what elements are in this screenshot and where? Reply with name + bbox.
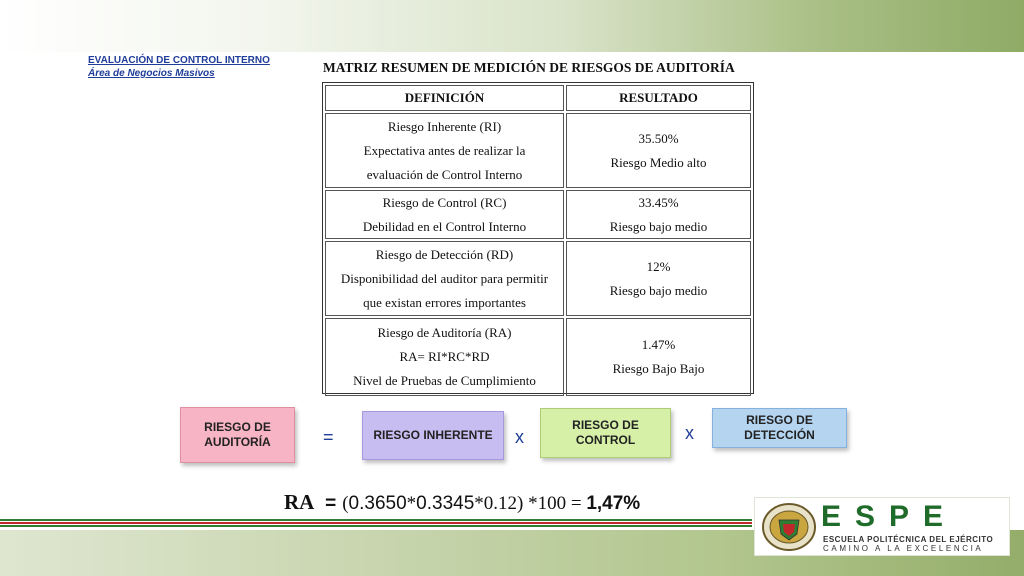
definition-line: RA= RI*RC*RD: [399, 349, 490, 364]
top-banner: [0, 0, 1024, 52]
tag-line: AUDITORÍA: [204, 435, 271, 449]
espe-motto: CAMINO A LA EXCELENCIA: [823, 544, 984, 553]
espe-wordmark: ESPE: [821, 500, 958, 533]
definition-line: Nivel de Pruebas de Cumplimiento: [353, 373, 536, 388]
result-level: Riesgo bajo medio: [609, 218, 708, 234]
matrix-title: MATRIZ RESUMEN DE MEDICIÓN DE RIESGOS DE AUDITORÍA: [323, 60, 735, 75]
ra-formula: [284, 490, 640, 515]
definition-line: Debilidad en el Control Interno: [362, 218, 527, 234]
tag-riesgo-inherente: RIESGO INHERENTE: [362, 411, 504, 460]
result-level: Riesgo Bajo Bajo: [612, 361, 705, 376]
result-cell-rd: [566, 241, 751, 316]
equals-sign: =: [323, 427, 334, 447]
result-value: 35.50%: [638, 130, 679, 146]
result-cell-rc: [566, 190, 751, 239]
tag-riesgo-control: [540, 408, 671, 458]
result-cell-ri: [566, 113, 751, 188]
definition-line: Riesgo de Control (RC): [382, 194, 507, 210]
espe-logo: [754, 497, 1010, 556]
tag-riesgo-auditoria: [180, 407, 295, 463]
formula-label: RA: [284, 490, 315, 514]
header-link-evaluacion[interactable]: EVALUACIÓN DE CONTROL INTERNO: [88, 55, 270, 66]
result-level: Riesgo Medio alto: [610, 154, 707, 170]
result-level: Riesgo bajo medio: [609, 282, 708, 298]
definition-line: Riesgo Inherente (RI): [387, 118, 502, 134]
column-header-result: RESULTADO: [566, 85, 751, 111]
result-value: 1.47%: [641, 337, 676, 352]
formula-value-rc: 0.3345: [416, 493, 475, 514]
definition-cell-ri: [325, 113, 564, 188]
multiply-sign: x: [685, 423, 694, 443]
definition-line: Expectativa antes de realizar la: [363, 142, 526, 158]
tag-line: DETECCIÓN: [744, 428, 815, 442]
flag-stripes: [0, 519, 752, 529]
definition-cell-ra: [325, 318, 564, 396]
formula-value-ri: 0.3650: [348, 493, 407, 514]
definition-line: que existan errores importantes: [363, 294, 526, 310]
definition-cell-rd: [325, 241, 564, 316]
formula-open-paren: (: [342, 493, 349, 514]
formula-rest: *0.12) *100 =: [474, 493, 587, 514]
result-value: 33.45%: [638, 194, 679, 210]
tag-riesgo-deteccion: [712, 408, 847, 448]
result-cell-ra: [566, 318, 751, 396]
espe-name: ESCUELA POLITÉCNICA DEL EJÉRCITO: [823, 535, 994, 544]
tag-line: RIESGO DE: [572, 418, 639, 432]
formula-result: 1,47%: [586, 493, 641, 514]
definition-line: Riesgo de Detección (RD): [375, 246, 514, 262]
tag-line: CONTROL: [575, 433, 636, 447]
multiply-sign: x: [515, 427, 524, 447]
formula-multiply: *: [406, 493, 417, 514]
result-value: 12%: [646, 258, 671, 274]
espe-emblem-icon: [761, 502, 817, 552]
definition-line: Disponibilidad del auditor para permitir: [340, 270, 549, 286]
formula-equals: =: [325, 493, 337, 514]
header-link-area[interactable]: Área de Negocios Masivos: [88, 68, 215, 79]
definition-line: evaluación de Control Interno: [366, 166, 523, 182]
definition-line: Riesgo de Auditoría (RA): [377, 325, 512, 340]
definition-cell-rc: [325, 190, 564, 239]
tag-line: RIESGO DE: [204, 420, 271, 434]
tag-line: RIESGO DE: [746, 413, 813, 427]
risk-matrix-table: [322, 82, 754, 394]
column-header-definition: DEFINICIÓN: [325, 85, 564, 111]
